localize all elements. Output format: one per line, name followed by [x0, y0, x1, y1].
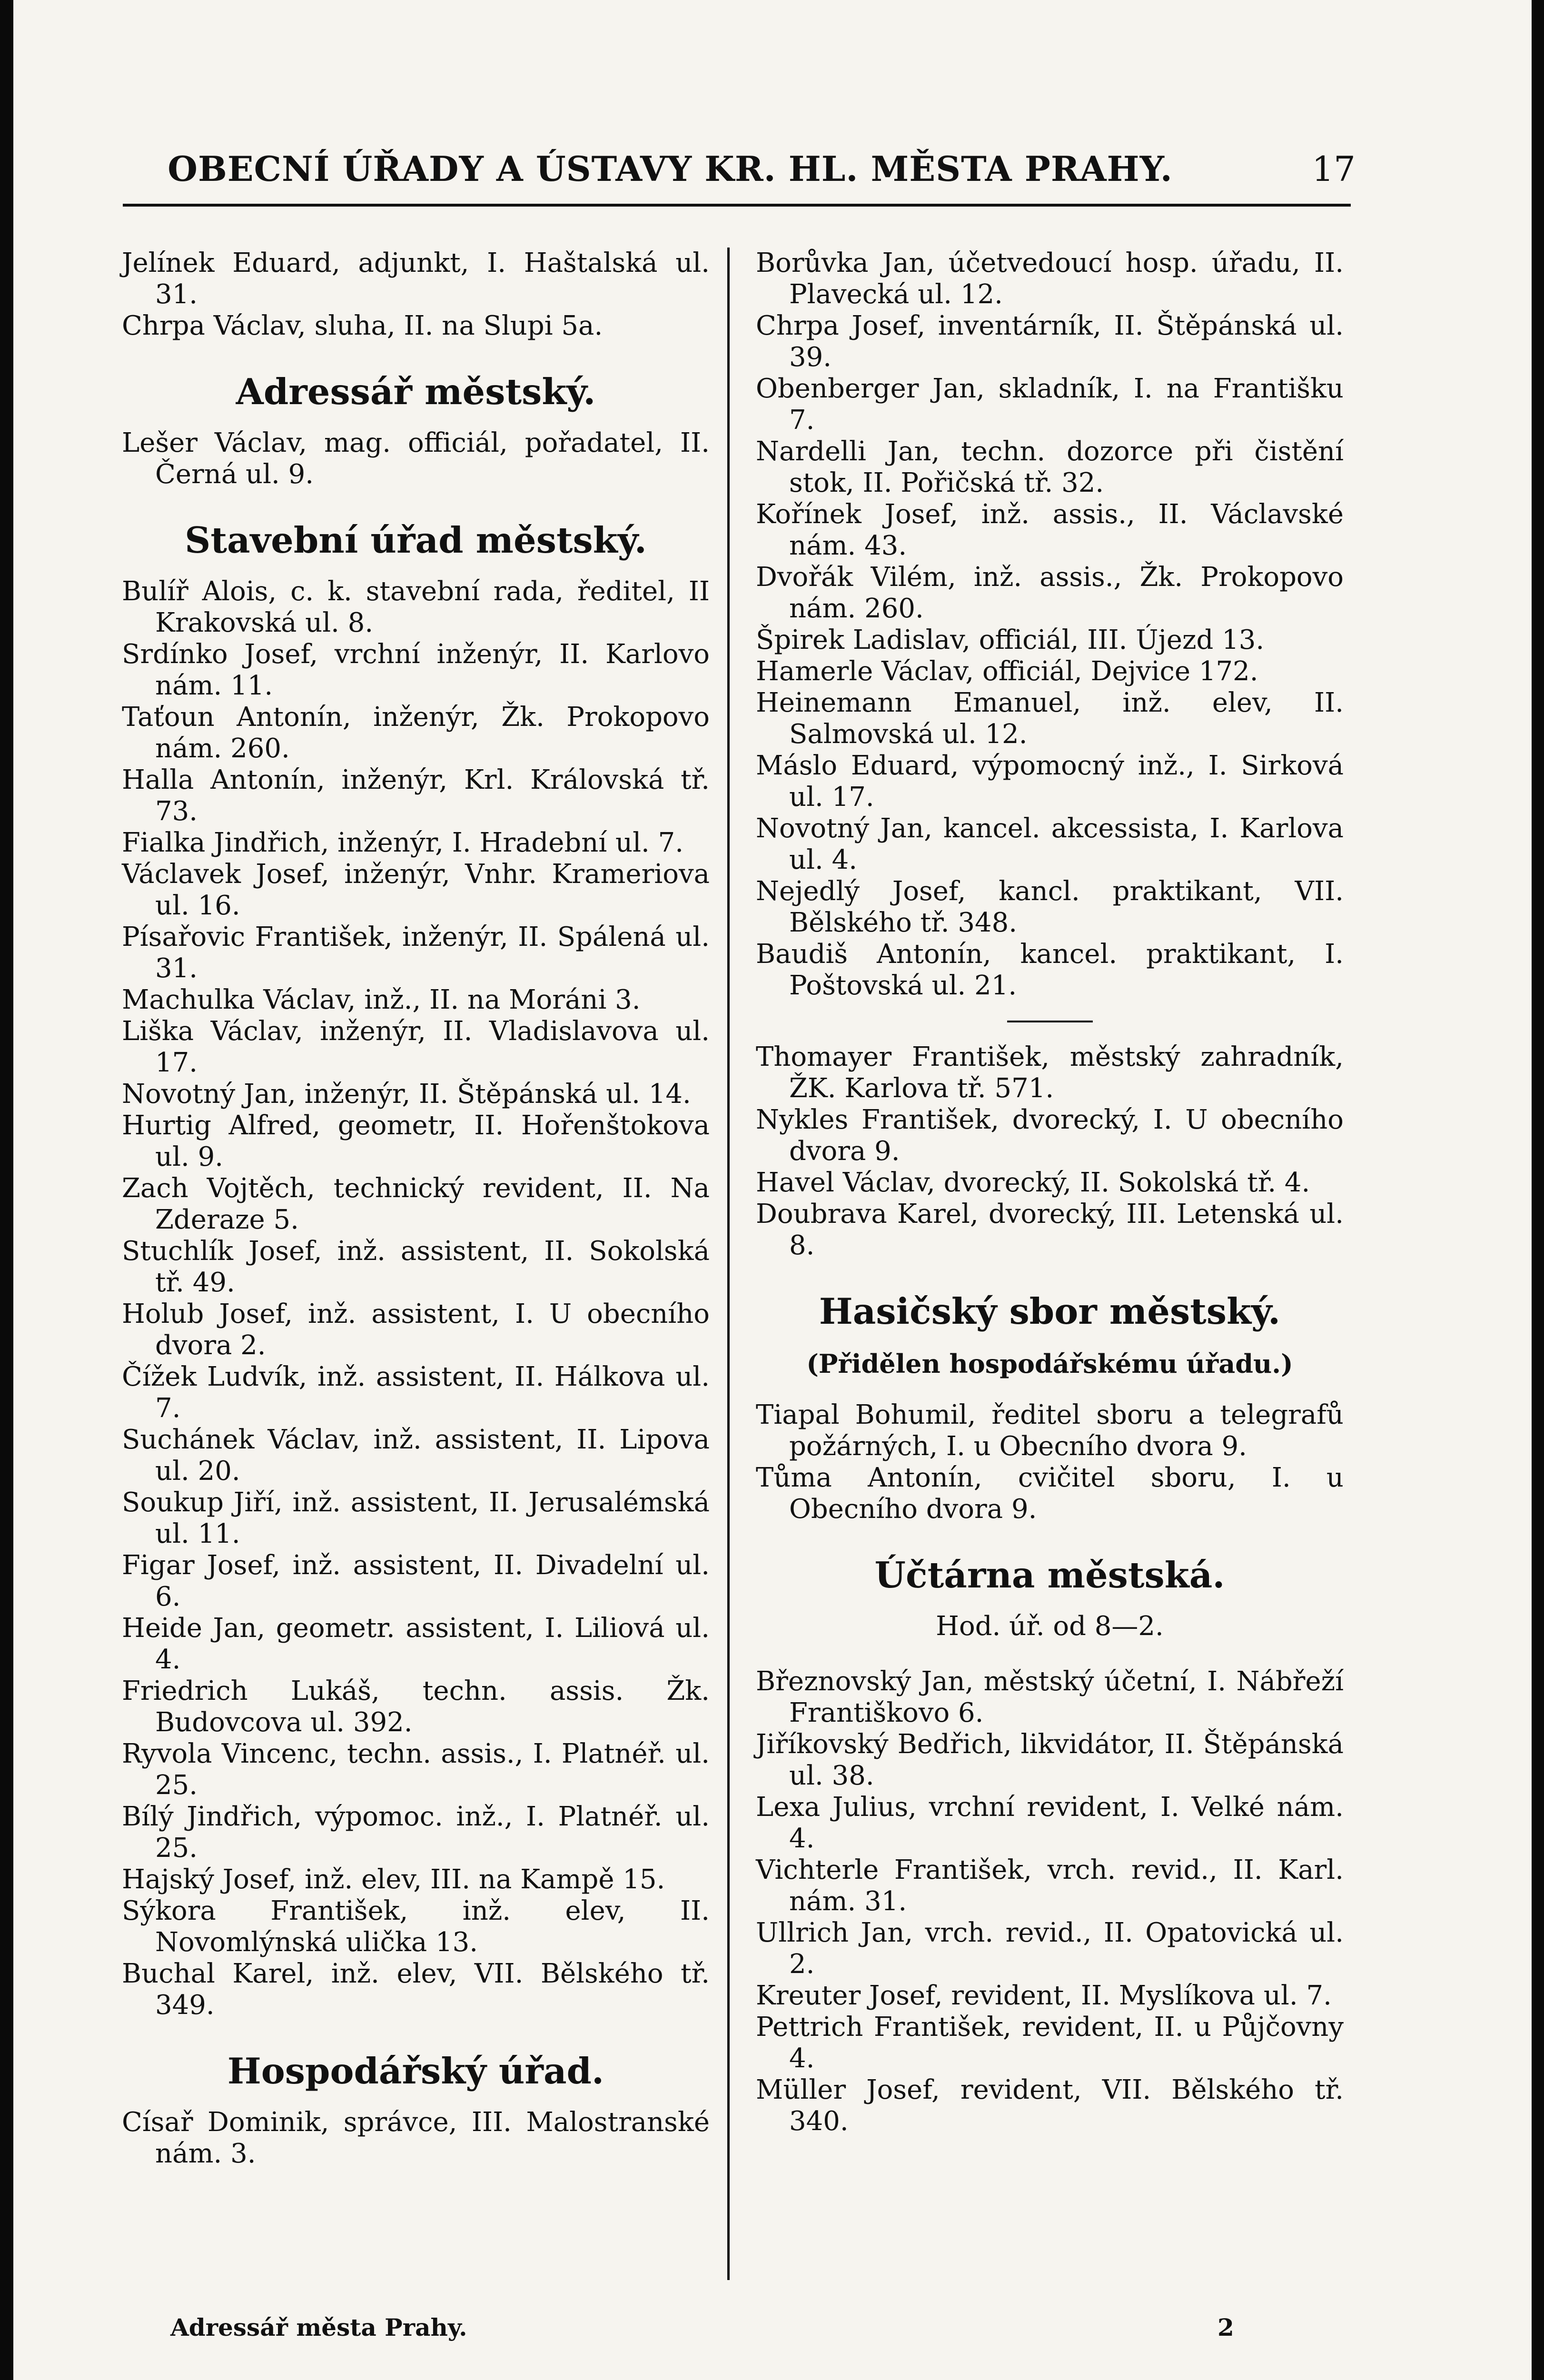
entry: Ullrich Jan, vrch. revid., II. Opatovická ul. 2.	[756, 1917, 1344, 1980]
entry: Holub Josef, inž. assistent, I. U obecního dvora 2.	[122, 1299, 710, 1361]
entry: Nardelli Jan, techn. dozorce při čistění stok, II. Pořičská tř. 32.	[756, 436, 1344, 498]
entry: Čížek Ludvík, inž. assistent, II. Hálkova ul. 7.	[122, 1361, 710, 1424]
entry: Soukup Jiří, inž. assistent, II. Jerusalémská ul. 11.	[122, 1487, 710, 1549]
left-top-entries	[122, 248, 710, 342]
entry: Vichterle František, vrch. revid., II. Karl. nám. 31.	[756, 1854, 1344, 1917]
entry: Hurtig Alfred, geometr, II. Hořenštokova ul. 9.	[122, 1110, 710, 1172]
entry: Nykles František, dvorecký, I. U obecního dvora 9.	[756, 1104, 1344, 1167]
entry: Václavek Josef, inženýr, Vnhr. Krameriova ul. 16.	[122, 859, 710, 921]
entry: Špirek Ladislav, officiál, III. Újezd 13.	[756, 625, 1265, 655]
section-title-hospodarsky: Hospodářský úřad.	[227, 2050, 604, 2092]
entry: Suchánek Václav, inž. assistent, II. Lipova ul. 20.	[122, 1424, 710, 1487]
entry: Thomayer František, městský zahradník, ŽK. Karlova tř. 571.	[756, 1041, 1344, 1104]
hospodarsky-entries	[122, 2107, 710, 2170]
entry: Heide Jan, geometr. assistent, I. Liliová ul. 4.	[122, 1613, 710, 1675]
entry: Březnovský Jan, městský účetní, I. Nábřeží Františkovo 6.	[756, 1666, 1344, 1728]
entry: Ryvola Vincenc, techn. assis., I. Platnéř. ul. 25.	[122, 1738, 710, 1801]
entry: Bílý Jindřich, výpomoc. inž., I. Platnéř. ul. 25.	[122, 1801, 710, 1864]
entry: Havel Václav, dvorecký, II. Sokolská tř. 4.	[756, 1167, 1310, 1198]
entry: Jiříkovský Bedřich, likvidátor, II. Štěpánská ul. 38.	[756, 1729, 1344, 1791]
entry: Zach Vojtěch, technický revident, II. Na Zderaze 5.	[122, 1173, 710, 1235]
footer-signature: Adressář města Prahy.	[170, 2313, 467, 2341]
page-header	[118, 119, 1356, 214]
page	[13, 0, 1532, 2380]
entry: Tůma Antonín, cvičitel sboru, I. u Obecního dvora 9.	[756, 1462, 1344, 1525]
uctarna-hours: Hod. úř. od 8—2.	[936, 1611, 1164, 1642]
entry: Buchal Karel, inž. elev, VII. Bělského tř. 349.	[122, 1958, 710, 2021]
entry: Nejedlý Josef, kancl. praktikant, VII. Bělského tř. 348.	[756, 876, 1344, 938]
entry: Sýkora František, inž. elev, II. Novomlýnská ulička 13.	[122, 1895, 710, 1958]
header-rule	[123, 204, 1351, 207]
entry: Fialka Jindřich, inženýr, I. Hradební ul. 7.	[122, 827, 684, 858]
entry: Stuchlík Josef, inž. assistent, II. Sokolská tř. 49.	[122, 1236, 710, 1298]
entry: Baudiš Antonín, kancel. praktikant, I. Poštovská ul. 21.	[756, 939, 1344, 1001]
entry: Borůvka Jan, účetvedoucí hosp. úřadu, II. Plavecká ul. 12.	[756, 248, 1344, 310]
entry: Heinemann Emanuel, inž. elev, II. Salmovská ul. 12.	[756, 687, 1344, 750]
entry: Figar Josef, inž. assistent, II. Divadelní ul. 6.	[122, 1550, 710, 1612]
entry: Císař Dominik, správce, III. Malostranské nám. 3.	[122, 2107, 710, 2169]
entry: Novotný Jan, kancel. akcessista, I. Karlova ul. 4.	[756, 813, 1344, 875]
uctarna-entries	[756, 1666, 1344, 2137]
entry: Friedrich Lukáš, techn. assis. Žk. Budovcova ul. 392.	[122, 1676, 710, 1738]
entry: Liška Václav, inženýr, II. Vladislavova ul. 17.	[122, 1016, 710, 1078]
right-top-entries	[756, 248, 1344, 1002]
section-title-adresar: Adressář městský.	[236, 371, 596, 413]
entry: Bulíř Alois, c. k. stavební rada, ředitel, II Krakovská ul. 8.	[122, 576, 710, 638]
hasicsky-entries	[756, 1399, 1344, 1525]
entry: Máslo Eduard, výpomocný inž., I. Sirková ul. 17.	[756, 750, 1344, 813]
entry: Doubrava Karel, dvorecký, III. Letenská ul. 8.	[756, 1199, 1344, 1261]
entry: Taťoun Antonín, inženýr, Žk. Prokopovo nám. 260.	[122, 702, 710, 764]
entry: Srdínko Josef, vrchní inženýr, II. Karlovo nám. 11.	[122, 639, 710, 701]
right-column	[756, 248, 1344, 2137]
entry: Chrpa Václav, sluha, II. na Slupi 5a.	[122, 310, 603, 341]
entry: Dvořák Vilém, inž. assis., Žk. Prokopovo nám. 260.	[756, 562, 1344, 624]
entry: Müller Josef, revident, VII. Bělského tř. 340.	[756, 2074, 1344, 2137]
entry: Lexa Julius, vrchní revident, I. Velké nám. 4.	[756, 1792, 1344, 1854]
entry: Písařovic František, inženýr, II. Spálená ul. 31.	[122, 922, 710, 984]
entry: Tiapal Bohumil, ředitel sboru a telegrafů požárných, I. u Obecního dvora 9.	[756, 1399, 1344, 1462]
entry: Kreuter Josef, revident, II. Myslíkova ul. 7.	[756, 1980, 1332, 2011]
entry: Chrpa Josef, inventárník, II. Štěpánská ul. 39.	[756, 310, 1344, 373]
section-title-uctarna: Účtárna městská.	[874, 1554, 1225, 1596]
right-after-rule-entries	[756, 1041, 1344, 1261]
footer-sheet-number: 2	[1217, 2313, 1234, 2341]
entry: Machulka Václav, inž., II. na Moráni 3.	[122, 984, 641, 1015]
page-title: OBECNÍ ÚŘADY A ÚSTAVY KR. HL. MĚSTA PRAHY.	[168, 149, 1173, 189]
section-subtitle-hasicsky: (Přidělen hospodářskému úřadu.)	[806, 1349, 1293, 1379]
section-rule	[1007, 1021, 1093, 1022]
entry: Hajský Josef, inž. elev, III. na Kampě 15.	[122, 1864, 665, 1895]
section-title-hasicsky: Hasičský sbor městský.	[819, 1290, 1281, 1332]
entry: Lešer Václav, mag. officiál, pořadatel, II. Černá ul. 9.	[122, 427, 710, 490]
entry: Jelínek Eduard, adjunkt, I. Haštalská ul. 31.	[122, 248, 710, 310]
section-title-stavebni: Stavební úřad městský.	[185, 519, 647, 561]
page-number: 17	[1312, 149, 1356, 189]
entry: Novotný Jan, inženýr, II. Štěpánská ul. 14.	[122, 1079, 691, 1110]
entry: Pettrich František, revident, II. u Půjčovny 4.	[756, 2012, 1344, 2074]
entry: Halla Antonín, inženýr, Krl. Královská tř. 73.	[122, 764, 710, 827]
entry: Kořínek Josef, inž. assis., II. Václavské nám. 43.	[756, 499, 1344, 561]
adresar-entries	[122, 427, 710, 490]
stavebni-entries	[122, 576, 710, 2021]
entry: Hamerle Václav, officiál, Dejvice 172.	[756, 656, 1258, 687]
entry: Obenberger Jan, skladník, I. na Františku 7.	[756, 373, 1344, 436]
left-column	[122, 248, 710, 2170]
column-divider	[727, 248, 730, 2280]
